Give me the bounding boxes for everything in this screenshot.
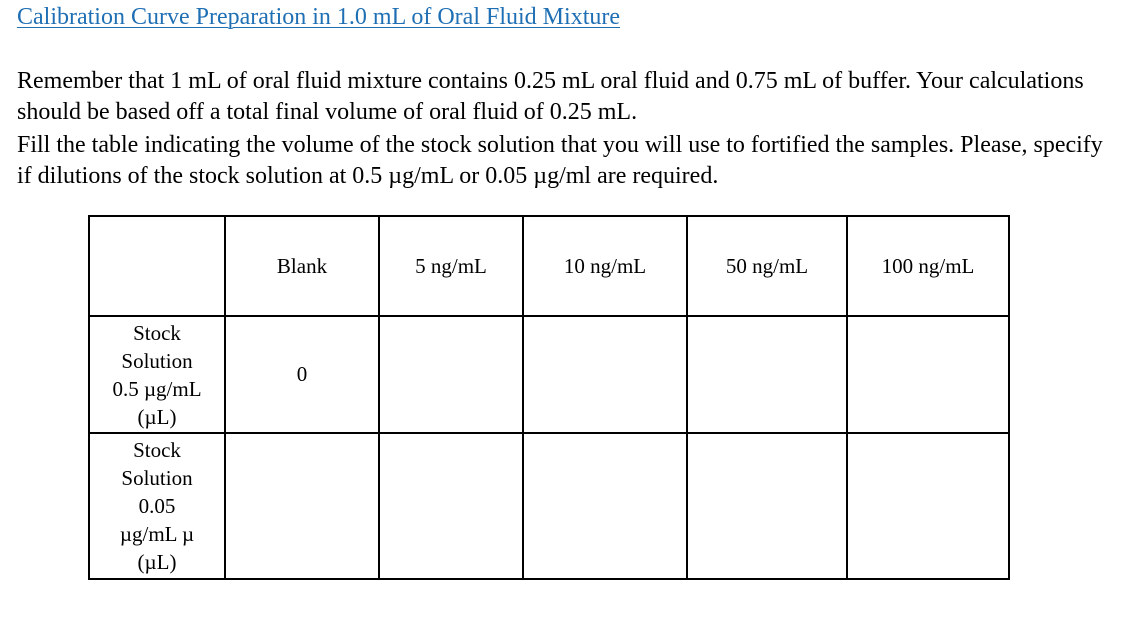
cell-stock-0-05-5-ng-ml[interactable]: [379, 433, 523, 579]
cell-stock-0-05-10-ng-ml[interactable]: [523, 433, 687, 579]
row-label-stock-0-5: [89, 316, 225, 433]
column-header-10-ng-ml: 10 ng/mL: [523, 216, 687, 316]
row-label-line: (µL): [137, 404, 177, 429]
row-label-line: Stock: [133, 438, 181, 462]
table-corner-cell: [89, 216, 225, 316]
page-title-link[interactable]: Calibration Curve Preparation in 1.0 mL of Oral Fluid Mixture: [17, 4, 620, 30]
cell-stock-0-5-100-ng-ml[interactable]: [847, 316, 1009, 433]
cell-stock-0-05-blank[interactable]: [225, 433, 379, 579]
table-row-stock-0-05: [89, 433, 1009, 579]
cell-stock-0-5-50-ng-ml[interactable]: [687, 316, 847, 433]
row-label-line: 0.5 µg/mL: [112, 376, 202, 401]
cell-stock-0-5-5-ng-ml[interactable]: [379, 316, 523, 433]
table-row-stock-0-5: [89, 316, 1009, 433]
cell-stock-0-5-10-ng-ml[interactable]: [523, 316, 687, 433]
row-label-line: µg/mL µ: [119, 522, 195, 546]
calibration-table: [88, 215, 1010, 580]
row-label-line: Solution: [121, 348, 193, 373]
instructions-paragraph-1: Remember that 1 mL of oral fluid mixture contains 0.25 mL oral fluid and 0.75 mL of buffer. Your calculations should be based off a total final volume of oral fluid of 0.25 mL.: [17, 68, 1084, 125]
row-label-stock-0-05: [89, 433, 225, 579]
instructions-paragraph-2: Fill the table indicating the volume of the stock solution that you will use to fortified the samples. Please, specify if dilutions of the stock solution at 0.5 µg/mL or 0.05 µg/ml are required.: [17, 132, 1103, 189]
row-label-line: (µL): [137, 550, 177, 574]
row-label-line: 0.05: [138, 494, 176, 518]
column-header-100-ng-ml: 100 ng/mL: [847, 216, 1009, 316]
cell-stock-0-5-blank[interactable]: 0: [225, 316, 379, 433]
column-header-5-ng-ml: 5 ng/mL: [379, 216, 523, 316]
cell-stock-0-05-100-ng-ml[interactable]: [847, 433, 1009, 579]
table-header-row: [89, 216, 1009, 316]
column-header-50-ng-ml: 50 ng/mL: [687, 216, 847, 316]
row-label-line: Solution: [121, 466, 193, 490]
column-header-blank: Blank: [225, 216, 379, 316]
row-label-line: Stock: [133, 320, 181, 345]
cell-stock-0-05-50-ng-ml[interactable]: [687, 433, 847, 579]
